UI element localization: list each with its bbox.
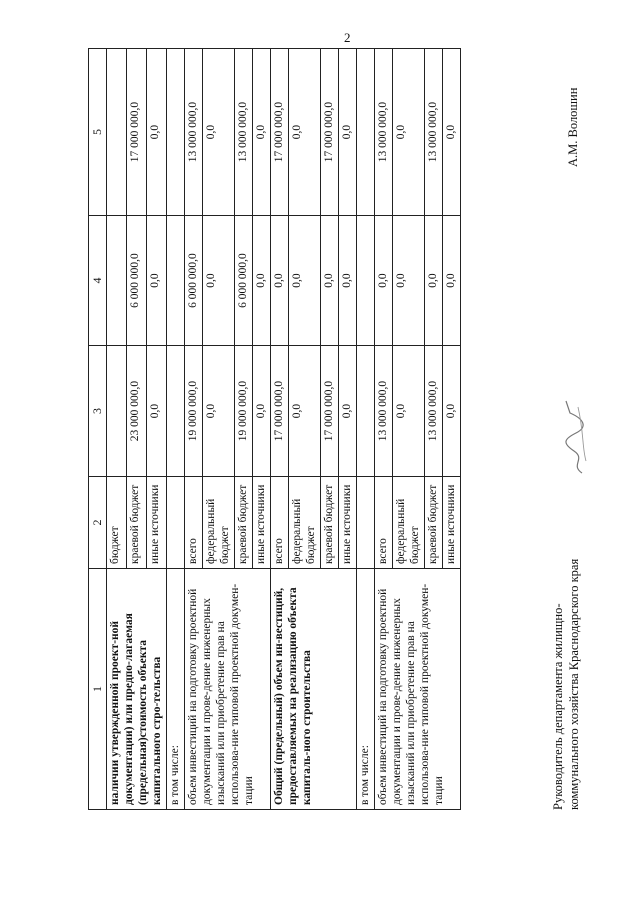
value-cell	[107, 49, 127, 216]
value-cell: 0,0	[375, 216, 393, 346]
value-cell: 6 000 000,0	[127, 216, 147, 346]
total-label-cell: Общий (предельный) объем ин-вестиций, предоставляемых на реализацию объекта капиталь-ного строительства	[271, 569, 357, 810]
value-cell: 0,0	[425, 216, 443, 346]
signer-name: А.М. Волошин	[566, 87, 580, 167]
value-cell: 0,0	[321, 216, 339, 346]
value-cell: 0,0	[253, 216, 271, 346]
value-cell: 19 000 000,0	[185, 346, 203, 477]
signer-title-line1: Руководитель департамента жилищно-	[551, 603, 565, 810]
value-cell: 0,0	[339, 216, 357, 346]
source-cell: иные источники	[147, 477, 167, 569]
value-cell	[107, 346, 127, 477]
value-cell: 0,0	[289, 49, 321, 216]
source-cell: иные источники	[253, 477, 271, 569]
block-title-cell: наличии утвержденной проект-ной документации) или предпо-лагаемая (предельная)стоимость объекта капитального стро-тельства	[107, 569, 167, 810]
value-cell: 0,0	[147, 346, 167, 477]
value-cell: 0,0	[339, 346, 357, 477]
signature-block	[550, 559, 582, 810]
value-cell: 0,0	[443, 346, 461, 477]
value-cell: 0,0	[289, 346, 321, 477]
source-cell: всего	[271, 477, 289, 569]
header-cell: 4	[89, 216, 107, 346]
value-cell: 19 000 000,0	[235, 346, 253, 477]
value-cell: 0,0	[393, 216, 425, 346]
source-cell: краевой бюджет	[127, 477, 147, 569]
value-cell: 13 000 000,0	[185, 49, 203, 216]
table-header-row	[89, 49, 107, 810]
value-cell	[107, 216, 127, 346]
value-cell: 0,0	[339, 49, 357, 216]
value-cell: 23 000 000,0	[127, 346, 147, 477]
value-cell: 13 000 000,0	[425, 346, 443, 477]
including-label: в том числе:	[357, 569, 375, 810]
table-row	[375, 49, 393, 810]
investment-table	[88, 48, 461, 810]
header-cell: 3	[89, 346, 107, 477]
source-cell: краевой бюджет	[321, 477, 339, 569]
value-cell: 0,0	[443, 49, 461, 216]
value-cell: 0,0	[393, 49, 425, 216]
source-cell: иные источники	[339, 477, 357, 569]
page-number: 2	[344, 30, 351, 45]
value-cell: 0,0	[393, 346, 425, 477]
value-cell: 0,0	[203, 49, 235, 216]
table-row	[185, 49, 203, 810]
sub-label-cell: объем инвестиций на подготовку проектной документации и прове-дение инженерных изысканий или приобретение прав на использова-ние типовой проектной докумен-тации	[185, 569, 271, 810]
header-cell: 2	[89, 477, 107, 569]
value-cell: 17 000 000,0	[271, 346, 289, 477]
value-cell: 0,0	[203, 346, 235, 477]
value-cell: 17 000 000,0	[321, 49, 339, 216]
value-cell: 0,0	[147, 49, 167, 216]
table-row	[271, 49, 289, 810]
source-cell: федеральный бюджет	[289, 477, 321, 569]
value-cell: 0,0	[253, 346, 271, 477]
source-cell: федеральный бюджет	[393, 477, 425, 569]
source-cell: всего	[185, 477, 203, 569]
value-cell: 17 000 000,0	[271, 49, 289, 216]
value-cell: 0,0	[271, 216, 289, 346]
value-cell: 0,0	[443, 216, 461, 346]
sub-label-cell: объем инвестиций на подготовку проектной документации и прове-дение инженерных изысканий или приобретение прав на использова-ние типовой проектной докумен-тации	[375, 569, 461, 810]
value-cell: 13 000 000,0	[425, 49, 443, 216]
value-cell: 6 000 000,0	[235, 216, 253, 346]
source-cell: краевой бюджет	[425, 477, 443, 569]
value-cell: 0,0	[289, 216, 321, 346]
header-cell: 5	[89, 49, 107, 216]
table-row	[167, 49, 185, 810]
value-cell: 17 000 000,0	[127, 49, 147, 216]
header-cell: 1	[89, 569, 107, 810]
table-row	[357, 49, 375, 810]
signer-title-line2: коммунального хозяйства Краснодарского края	[567, 558, 581, 810]
value-cell: 17 000 000,0	[321, 346, 339, 477]
handwritten-signature	[556, 397, 592, 477]
source-cell: бюджет	[107, 477, 127, 569]
source-cell: иные источники	[443, 477, 461, 569]
table-row	[107, 49, 127, 810]
value-cell: 13 000 000,0	[375, 49, 393, 216]
value-cell: 0,0	[253, 49, 271, 216]
value-cell: 0,0	[147, 216, 167, 346]
value-cell: 13 000 000,0	[375, 346, 393, 477]
including-label: в том числе:	[167, 569, 185, 810]
source-cell: краевой бюджет	[235, 477, 253, 569]
value-cell: 6 000 000,0	[185, 216, 203, 346]
source-cell: всего	[375, 477, 393, 569]
value-cell: 13 000 000,0	[235, 49, 253, 216]
value-cell: 0,0	[203, 216, 235, 346]
source-cell: федеральный бюджет	[203, 477, 235, 569]
